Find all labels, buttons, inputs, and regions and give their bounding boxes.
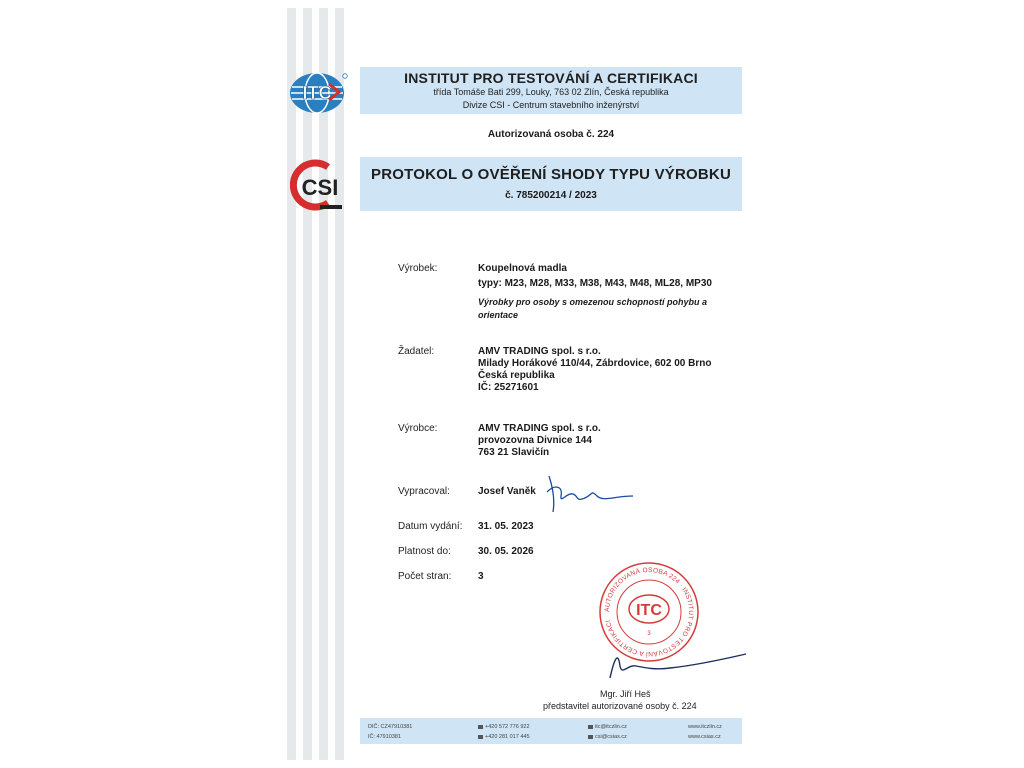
applicant-label: Žadatel: <box>398 346 435 357</box>
decorative-stripes <box>283 8 345 760</box>
applicant-ic: IČ: 25271601 <box>478 382 539 393</box>
signature-vanek <box>545 474 635 514</box>
csi-logo <box>290 159 345 211</box>
footer-web-2[interactable]: www.csias.cz <box>688 734 721 740</box>
footer-email-1[interactable]: itc@itczlin.cz <box>588 724 627 730</box>
phone-icon <box>478 725 483 729</box>
footer-band <box>360 718 742 744</box>
protocol-title: PROTOKOL O OVĚŘENÍ SHODY TYPU VÝROBKU <box>371 166 731 183</box>
footer-email-2[interactable]: csi@csias.cz <box>588 734 627 740</box>
svg-text:AUTORIZOVANÁ OSOBA 224 · INSTI: AUTORIZOVANÁ OSOBA 224 · INSTITUT PRO TESTOVÁNÍ A CERTIFIKACI <box>603 566 695 658</box>
signer-name: Mgr. Jiří Heš <box>600 689 651 699</box>
applicant-address: Milady Horákové 110/44, Zábrdovice, 602 00 Brno <box>478 358 712 369</box>
valid-value: 30. 05. 2026 <box>478 546 534 557</box>
prepared-value: Josef Vaněk <box>478 486 536 497</box>
footer-dic: DIČ: CZ47910381 <box>368 724 413 730</box>
pages-value: 3 <box>478 571 484 582</box>
phone-icon <box>478 735 483 739</box>
applicant-country: Česká republika <box>478 370 555 381</box>
valid-label: Platnost do: <box>398 546 451 557</box>
mail-icon <box>588 735 593 739</box>
mail-icon <box>588 725 593 729</box>
issued-value: 31. 05. 2023 <box>478 521 534 532</box>
footer-ic: IČ: 47910381 <box>368 734 402 740</box>
footer-phone-1: +420 572 776 922 <box>478 724 530 730</box>
signature-hes <box>600 640 750 685</box>
maker-label: Výrobce: <box>398 423 438 434</box>
svg-text:3: 3 <box>647 631 651 637</box>
maker-city: 763 21 Slavičín <box>478 447 550 458</box>
prepared-label: Vypracoval: <box>398 486 450 497</box>
maker-name: AMV TRADING spol. s r.o. <box>478 423 601 434</box>
authorized-person: Autorizovaná osoba č. 224 <box>487 129 615 140</box>
product-label: Výrobek: <box>398 263 438 274</box>
footer-phone-2: +420 281 017 445 <box>478 734 530 740</box>
svg-text:CSI: CSI <box>301 175 339 200</box>
footer-web-1[interactable]: www.itczlin.cz <box>688 724 722 730</box>
institute-title: INSTITUT PRO TESTOVÁNÍ A CERTIFIKACI <box>404 70 698 86</box>
applicant-name: AMV TRADING spol. s r.o. <box>478 346 601 357</box>
product-types: typy: M23, M28, M33, M38, M43, M48, ML28, MP30 <box>478 278 712 289</box>
itc-logo <box>287 70 349 116</box>
maker-address: provozovna Divnice 144 <box>478 435 592 446</box>
institute-address: třída Tomáše Bati 299, Louky, 763 02 Zlín, Česká republika <box>433 87 669 97</box>
product-note-line2: orientace <box>478 310 519 320</box>
signer-role: představitel autorizované osoby č. 224 <box>543 701 697 711</box>
svg-text:ITC: ITC <box>636 602 662 619</box>
pages-label: Počet stran: <box>398 571 452 582</box>
issued-label: Datum vydání: <box>398 521 463 532</box>
institute-division: Divize CSI - Centrum stavebního inženýrství <box>462 100 640 110</box>
product-name: Koupelnová madla <box>478 263 567 274</box>
product-note-line1: Výrobky pro osoby s omezenou schopností pohybu a <box>478 297 708 307</box>
svg-text:ITC: ITC <box>302 83 332 103</box>
protocol-number: č. 785200214 / 2023 <box>505 190 597 201</box>
